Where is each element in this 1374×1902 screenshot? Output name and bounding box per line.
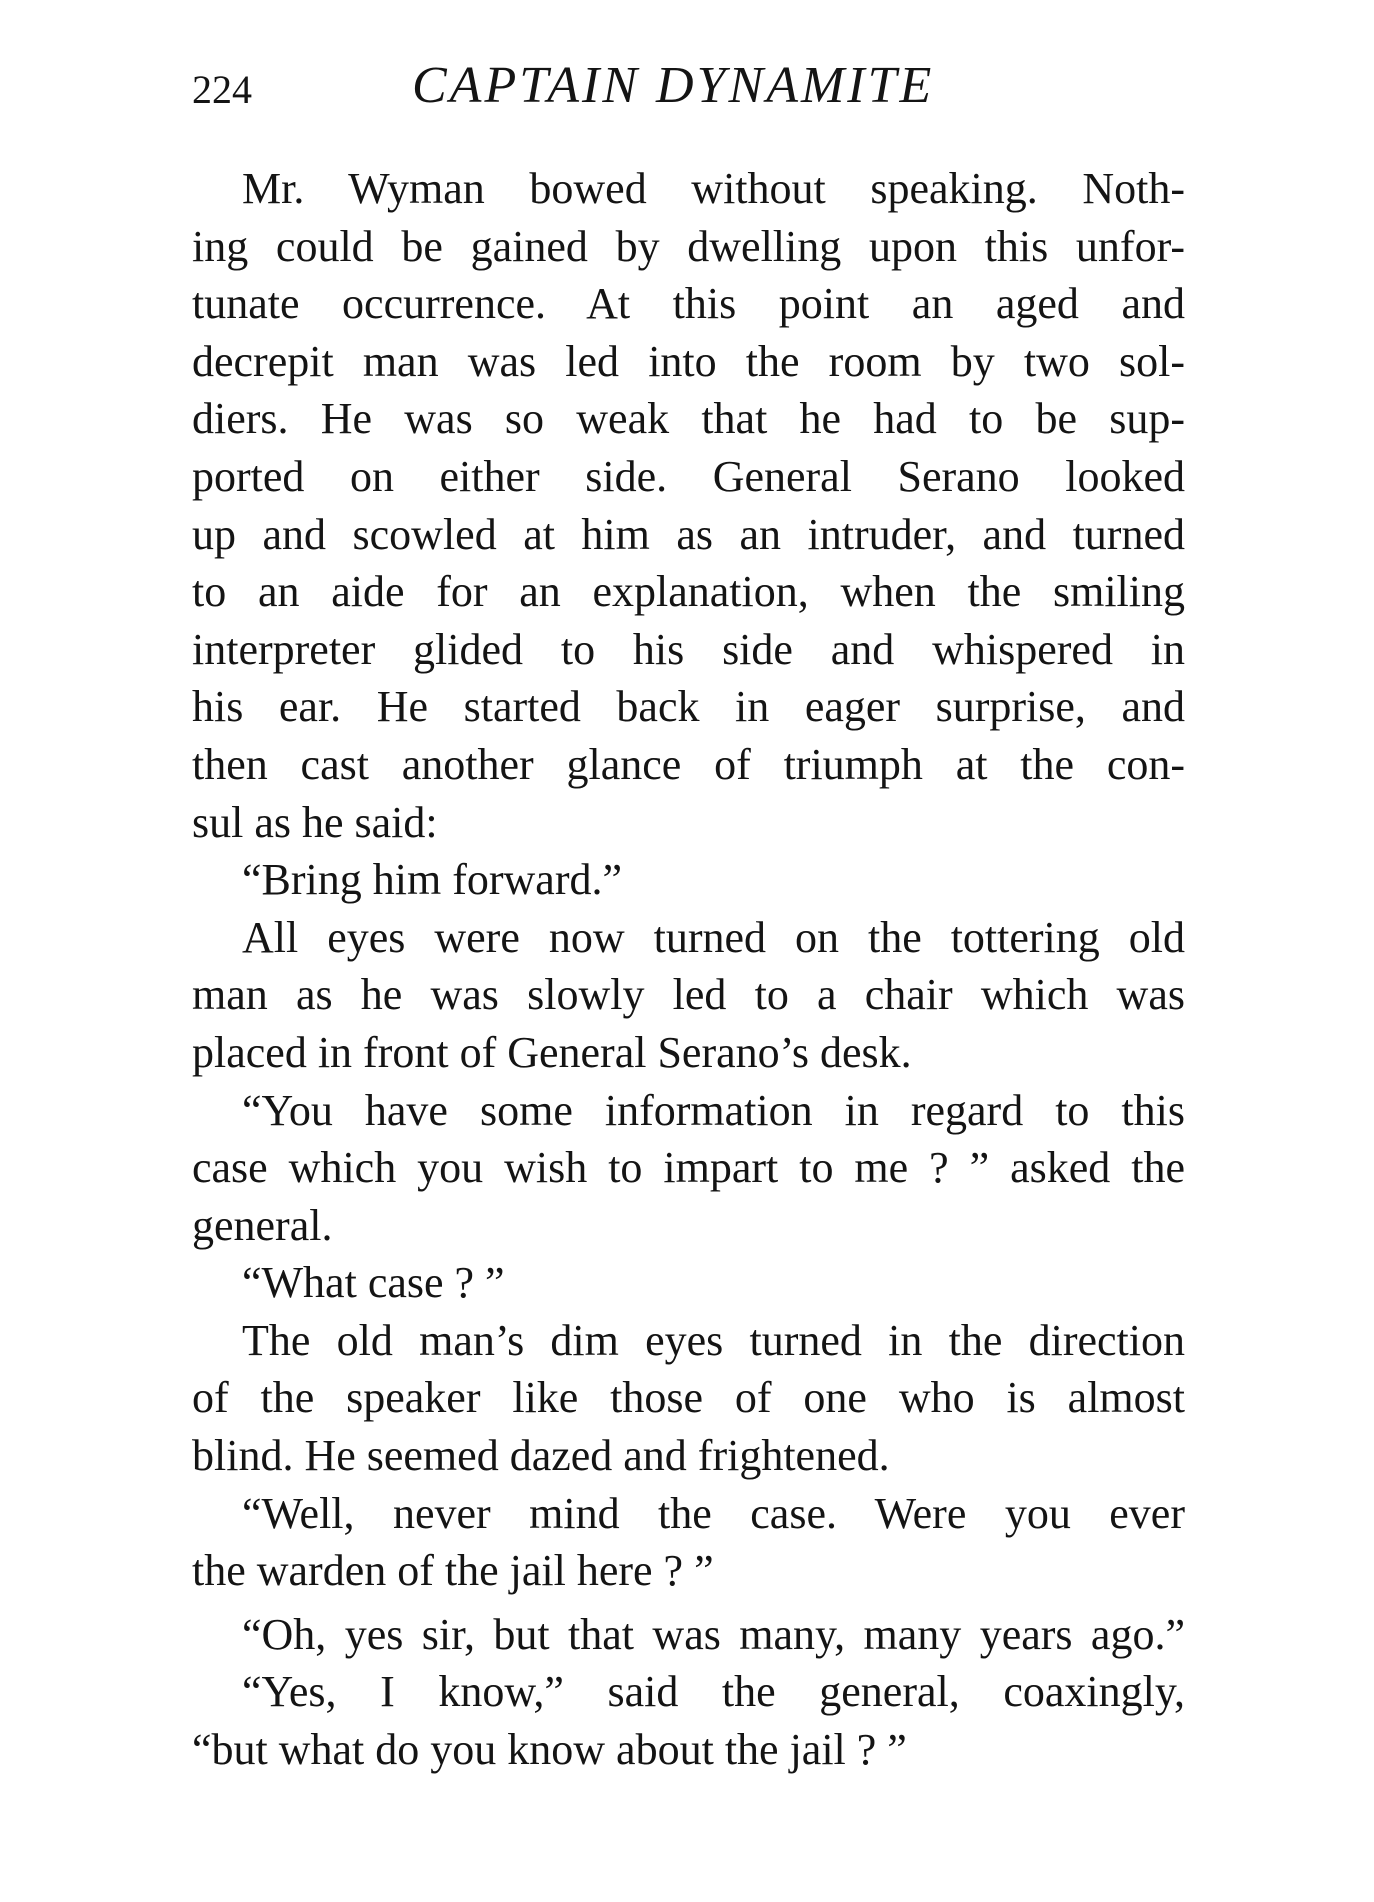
text-line: All eyes were now turned on the tottering old	[242, 912, 1185, 962]
text-line: “You have some information in regard to this	[242, 1085, 1185, 1135]
page-number: 224	[192, 67, 252, 112]
text-line: decrepit man was led into the room by two sol-	[192, 336, 1185, 386]
text-line: blind. He seemed dazed and frightened.	[192, 1431, 890, 1481]
text-line: up and scowled at him as an intruder, and turned	[192, 509, 1185, 559]
text-line: interpreter glided to his side and whispered in	[192, 624, 1185, 674]
text-line: ing could be gained by dwelling upon this unfor-	[192, 221, 1185, 271]
text-line: tunate occurrence. At this point an aged and	[192, 279, 1185, 329]
text-line: “What case ? ”	[242, 1258, 505, 1308]
text-line: The old man’s dim eyes turned in the direction	[242, 1315, 1185, 1365]
text-line: of the speaker like those of one who is almost	[192, 1373, 1185, 1423]
text-line: “Bring him forward.”	[242, 855, 622, 905]
text-line: Mr. Wyman bowed without speaking. Noth-	[242, 164, 1185, 213]
text-line: sul as he said:	[192, 797, 438, 847]
text-line: “but what do you know about the jail ? ”	[192, 1725, 907, 1775]
text-line: diers. He was so weak that he had to be sup-	[192, 394, 1185, 444]
text-line: his ear. He started back in eager surprise, and	[192, 682, 1185, 732]
text-line: then cast another glance of triumph at the con-	[192, 739, 1185, 789]
text-line: “Oh, yes sir, but that was many, many years ago.”	[242, 1609, 1185, 1659]
page-header	[192, 52, 1192, 122]
running-title: CAPTAIN DYNAMITE	[412, 57, 935, 114]
text-line: ported on either side. General Serano looked	[192, 451, 1185, 501]
text-line: “Yes, I know,” said the general, coaxingly,	[242, 1667, 1185, 1717]
text-line: to an aide for an explanation, when the smiling	[192, 567, 1185, 617]
text-line: general.	[192, 1200, 333, 1250]
text-line: case which you wish to impart to me ? ” asked the	[192, 1143, 1185, 1193]
body-text	[192, 160, 1185, 1779]
text-line: man as he was slowly led to a chair which was	[192, 970, 1185, 1020]
text-line: the warden of the jail here ? ”	[192, 1546, 714, 1596]
text-line: placed in front of General Serano’s desk.	[192, 1027, 912, 1077]
text-line: “Well, never mind the case. Were you ever	[242, 1488, 1185, 1538]
